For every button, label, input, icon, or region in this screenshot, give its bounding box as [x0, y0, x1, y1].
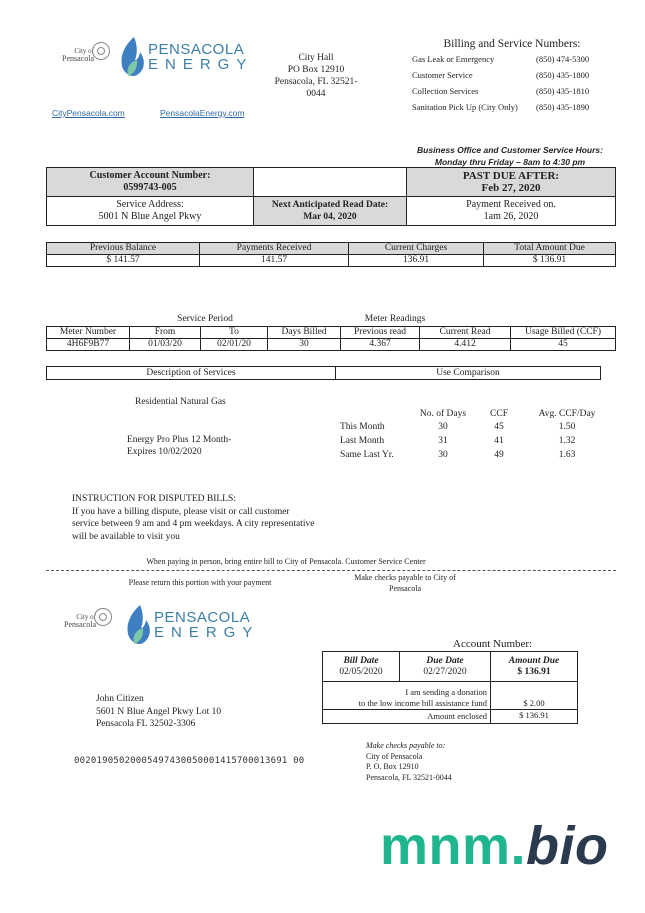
brand-line2: ENERGY: [148, 56, 254, 73]
billing-numbers-table: [412, 53, 602, 117]
pay-in-person-note: When paying in person, bring entire bill to City of Pensacola. Customer Service Center: [146, 557, 426, 566]
comparison-row: [340, 420, 610, 434]
hours-line1: Business Office and Customer Service Hours:: [417, 145, 603, 155]
summary-header: Previous Balance: [47, 243, 200, 255]
billing-phone: (850) 435-1810: [536, 86, 590, 96]
days-column-header: No. of Days: [419, 409, 467, 419]
service-period-label: Service Period: [177, 314, 233, 324]
amount-due-value: $ 136.91: [517, 666, 551, 677]
meter-header: Meter Number: [47, 327, 130, 339]
total-amount-due-value: $ 136.91: [484, 255, 616, 267]
due-date-cell: [400, 652, 491, 682]
avg-column-header: Avg. CCF/Day: [538, 409, 596, 419]
billing-row: [412, 101, 602, 117]
payable-to-line: P. O. Box 12910: [366, 762, 419, 771]
billing-row: [412, 85, 602, 101]
amount-enclosed-value[interactable]: $ 136.91: [519, 710, 549, 720]
customer-mailing-address: [96, 693, 221, 731]
return-portion-note: Please return this portion with your payment: [128, 578, 272, 587]
comparison-avg: 1.32: [558, 436, 576, 446]
next-read-cell: [254, 197, 407, 226]
past-due-date: Feb 27, 2020: [481, 182, 541, 194]
comparison-label: Same Last Yr.: [340, 450, 394, 460]
ccf-column-header: CCF: [490, 409, 508, 419]
payment-received-cell: [407, 197, 616, 226]
next-read-label: Next Anticipated Read Date:: [271, 200, 389, 210]
stub-account-number-label: Account Number:: [453, 638, 533, 650]
disputes-line: service between 9 am and 4 pm weekdays. A city representative: [72, 519, 315, 529]
billing-numbers-title: Billing and Service Numbers:: [443, 38, 581, 50]
current-charges-value: 136.91: [349, 255, 484, 267]
office-hours: [410, 144, 610, 168]
bill-date-cell: [323, 652, 400, 682]
plan-line2: Expires 10/02/2020: [127, 447, 202, 457]
address-line: Pensacola, FL 32521-: [274, 77, 358, 87]
service-plan: [127, 434, 231, 458]
comparison-ccf: 41: [494, 436, 504, 446]
billing-label: Sanitation Pick Up (City Only): [412, 102, 518, 112]
comparison-label: Last Month: [340, 436, 385, 446]
hours-line2: Monday thru Friday – 8am to 4:30 pm: [434, 157, 586, 167]
meter-header: Current Read: [420, 327, 511, 339]
customer-street: 5601 N Blue Angel Pkwy Lot 10: [96, 706, 222, 717]
address-line: PO Box 12910: [287, 65, 345, 75]
donation-cell: [323, 682, 491, 710]
comparison-avg: 1.50: [558, 422, 576, 432]
billing-label: Collection Services: [412, 86, 479, 96]
comparison-row: [340, 434, 610, 448]
disputes-line: will be available to visit you: [72, 531, 180, 542]
billing-row: [412, 53, 602, 69]
next-read-date: Mar 04, 2020: [303, 212, 357, 222]
comparison-label: This Month: [340, 422, 385, 432]
use-comparison-table: [340, 408, 610, 462]
city-logo-line2: Pensacola: [62, 54, 94, 63]
comparison-days: 30: [438, 422, 448, 432]
address-line: 0044: [306, 89, 326, 99]
payable-to-line: Pensacola, FL 32521-0044: [366, 772, 452, 782]
ocr-scanline: 00201905020005497430050001415700013691 00: [74, 756, 305, 766]
donation-line2: to the low income bill assistance fund: [358, 698, 487, 708]
comparison-avg: 1.63: [558, 450, 576, 460]
bill-date-label: Bill Date: [343, 655, 379, 666]
payment-stub-table: [322, 651, 578, 724]
disputed-bills-instructions: [72, 493, 314, 543]
meter-header: Days Billed: [268, 327, 341, 339]
comparison-days: 30: [438, 450, 448, 460]
account-number-label: Customer Account Number:: [89, 170, 211, 181]
services-header-table: [46, 366, 601, 380]
payment-received-label: Payment Received on.: [466, 199, 556, 210]
stub-pensacola-energy-logo: [126, 604, 260, 648]
city-pensacola-link[interactable]: CityPensacola.com: [52, 108, 125, 118]
checks-payable-note: [340, 573, 470, 594]
meter-header: Previous read: [341, 327, 420, 339]
empty-cell: [254, 168, 407, 197]
city-seal-icon: [92, 42, 110, 60]
billing-label: Gas Leak or Emergency: [412, 54, 495, 64]
account-number-value: 0599743-005: [123, 182, 177, 193]
balance-summary-table: [46, 242, 616, 267]
plan-line1: Energy Pro Plus 12 Month-: [127, 435, 232, 445]
city-logo-line2: Pensacola: [64, 620, 96, 629]
billing-phone: (850) 435-1890: [536, 102, 590, 112]
flame-icon: [120, 36, 146, 78]
address-line: City Hall: [298, 53, 334, 63]
comparison-ccf: 49: [494, 450, 504, 460]
payments-received-value: 141.57: [200, 255, 349, 267]
past-due-cell: [407, 168, 616, 197]
comparison-days: 31: [438, 436, 448, 446]
tear-line-divider: [46, 570, 616, 571]
meter-header: To: [201, 327, 268, 339]
city-logo-line1: City of: [76, 613, 96, 621]
flame-icon: [126, 604, 152, 646]
brand-line2: ENERGY: [154, 624, 260, 641]
amount-due-cell: [491, 652, 578, 682]
past-due-label: PAST DUE AFTER:: [462, 170, 560, 182]
city-of-pensacola-logo: [60, 42, 110, 66]
donation-line1: I am sending a donation: [405, 687, 487, 697]
watermark-part1: mnm.: [380, 816, 527, 876]
customer-name: John Citizen: [96, 694, 144, 704]
checks-note-line1: Make checks payable to City of: [354, 573, 456, 582]
account-number-cell: [47, 168, 254, 197]
city-logo-line1: City of: [74, 47, 94, 55]
service-address-cell: [47, 197, 254, 226]
use-comparison-header: Use Comparison: [336, 367, 601, 380]
comparison-ccf: 45: [494, 422, 504, 432]
watermark-logo: [380, 815, 609, 877]
summary-header: Current Charges: [349, 243, 484, 255]
customer-city: Pensacola FL 32502-3306: [96, 719, 196, 729]
brand-line1: PENSACOLA: [154, 609, 251, 626]
amount-due-label: Amount Due: [508, 655, 560, 666]
disputes-title: INSTRUCTION FOR DISPUTED BILLS:: [72, 494, 236, 504]
checks-note-line2: Pensacola: [389, 583, 421, 593]
service-address-value: 5001 N Blue Angel Pkwy: [98, 211, 202, 222]
bill-date-value: 02/05/2020: [339, 666, 383, 677]
usage-billed: 45: [511, 339, 616, 351]
due-date-label: Due Date: [426, 655, 464, 666]
comparison-row: [340, 448, 610, 462]
stub-city-of-pensacola-logo: [62, 608, 112, 632]
service-address-label: Service Address:: [116, 199, 184, 210]
billing-phone: (850) 474-5300: [536, 54, 590, 64]
disputes-line: If you have a billing dispute, please visit or call customer: [72, 506, 290, 517]
payable-to-address: [366, 741, 452, 783]
city-seal-icon: [94, 608, 112, 626]
summary-header: Payments Received: [200, 243, 349, 255]
pensacola-energy-link[interactable]: PensacolaEnergy.com: [160, 108, 245, 118]
service-type: Residential Natural Gas: [135, 397, 226, 407]
period-from: 01/03/20: [130, 339, 201, 351]
description-of-services-header: Description of Services: [47, 367, 336, 380]
donation-amount[interactable]: $ 2.00: [491, 682, 578, 710]
billing-phone: (850) 435-1800: [536, 70, 590, 80]
meter-header: From: [130, 327, 201, 339]
amount-enclosed-label: Amount enclosed: [323, 710, 491, 724]
billing-row: [412, 69, 602, 85]
city-hall-address: [268, 52, 364, 100]
meter-number: 4H6F9B77: [47, 339, 130, 351]
billing-label: Customer Service: [412, 70, 473, 80]
meter-readings-label: Meter Readings: [364, 314, 426, 324]
payment-received-date: 1am 26, 2020: [483, 211, 539, 222]
days-billed: 30: [268, 339, 341, 351]
due-date-value: 02/27/2020: [423, 666, 467, 677]
current-read: 4.412: [420, 339, 511, 351]
payable-to-line: City of Pensacola: [366, 751, 423, 761]
period-to: 02/01/20: [201, 339, 268, 351]
watermark-part2: bio: [526, 816, 609, 876]
previous-read: 4.367: [341, 339, 420, 351]
summary-header: Total Amount Due: [484, 243, 616, 255]
previous-balance-value: $ 141.57: [47, 255, 200, 267]
meter-table: [46, 326, 616, 351]
meter-header: Usage Billed (CCF): [511, 327, 616, 339]
pensacola-energy-logo: [120, 36, 254, 80]
payable-to-label: Make checks payable to:: [366, 741, 446, 750]
brand-line1: PENSACOLA: [148, 41, 245, 58]
account-info-table: [46, 167, 616, 226]
